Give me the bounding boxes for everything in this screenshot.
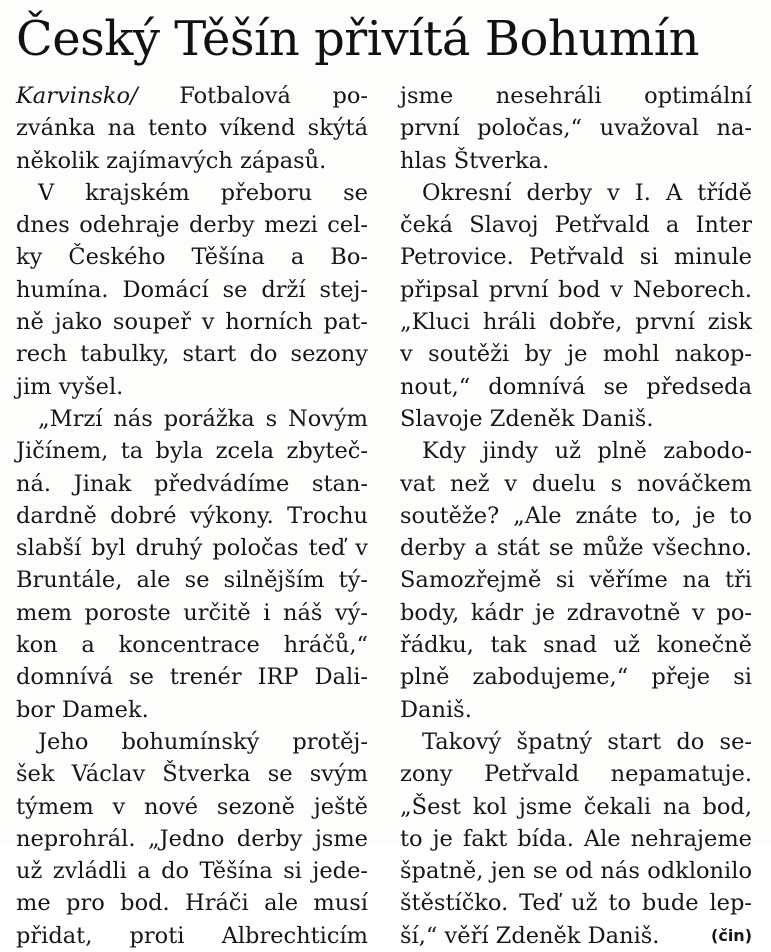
text-line xyxy=(16,241,368,273)
text-line-content: slabší byl druhý poločas teď v xyxy=(16,535,368,562)
text-line-content: me pro bod. Hráči ale musí xyxy=(16,890,368,917)
text-line xyxy=(16,758,368,790)
text-line xyxy=(16,855,368,887)
text-line-content: „Kluci hráli dobře, první zisk xyxy=(400,309,752,336)
text-line-content: Petrovice. Petřvald si minule xyxy=(400,244,752,271)
text-line xyxy=(400,564,752,596)
text-line xyxy=(400,177,752,209)
text-line xyxy=(16,177,368,209)
text-line-content: čeká Slavoj Petřvald a Inter xyxy=(400,212,752,239)
text-line xyxy=(400,532,752,564)
author-signature: (čin) xyxy=(711,926,752,946)
text-line xyxy=(400,597,752,629)
text-line-content: vat než v duelu s nováčkem xyxy=(400,470,752,497)
text-line xyxy=(16,597,368,629)
text-line xyxy=(16,564,368,596)
text-line xyxy=(16,371,368,403)
text-line xyxy=(400,468,752,500)
text-line-content: derby a stát se může všechno. xyxy=(400,535,752,562)
text-line-content: V krajském přeboru se xyxy=(38,179,368,206)
text-line xyxy=(400,338,752,370)
text-line-content: rech tabulky, start do sezony xyxy=(16,341,368,368)
text-line-content: Okresní derby v I. A třídě xyxy=(422,179,752,206)
text-line xyxy=(16,823,368,855)
text-line xyxy=(400,661,752,693)
text-line-content: týmem v nové sezoně ještě xyxy=(16,793,368,820)
text-line-content: body, kádr je zdravotně v po- xyxy=(400,599,752,626)
text-line-content: ší,“ věří Zdeněk Daniš. xyxy=(400,922,660,949)
text-line-content: kon a koncentrace hráčů,“ xyxy=(16,632,368,659)
text-line-content: nout,“ domnívá se předseda xyxy=(400,373,752,400)
text-line xyxy=(16,209,368,241)
text-line-content: domnívá se trenér IRP Dali- xyxy=(16,664,368,691)
text-line-content: ky Českého Těšína a Bo- xyxy=(16,244,368,271)
text-line-content: Kdy jindy už plně zabodo- xyxy=(422,438,752,465)
text-line xyxy=(16,112,368,144)
text-line xyxy=(16,274,368,306)
text-line xyxy=(400,112,752,144)
text-line xyxy=(16,694,368,726)
text-line xyxy=(16,435,368,467)
text-line-content: dnes odehraje derby mezi cel- xyxy=(16,212,368,239)
text-line xyxy=(400,887,752,919)
article-column-left xyxy=(16,80,368,952)
text-line-content: Jičínem, ta byla zcela zbyteč- xyxy=(16,438,368,465)
text-line-content: šek Václav Štverka se svým xyxy=(16,761,368,788)
text-line xyxy=(16,145,368,177)
article-headline: Český Těšín přivítá Bohumín xyxy=(16,11,700,67)
text-line xyxy=(400,629,752,661)
text-line xyxy=(400,726,752,758)
text-line xyxy=(400,791,752,823)
text-line xyxy=(400,209,752,241)
text-line xyxy=(400,241,752,273)
text-line xyxy=(16,726,368,758)
text-line xyxy=(400,435,752,467)
text-line-content: mem poroste určitě i náš vý- xyxy=(16,599,368,626)
text-line-content: to je fakt bída. Ale nehrajeme xyxy=(400,825,752,852)
text-line xyxy=(16,532,368,564)
text-line xyxy=(400,306,752,338)
text-line-content: „Mrzí nás porážka s Novým xyxy=(38,405,368,432)
text-line xyxy=(16,661,368,693)
text-line-content: zony Petřvald nepamatuje. xyxy=(400,761,752,788)
text-line-content: první poločas,“ uvažoval na- xyxy=(400,115,752,142)
text-line-content: štěstíčko. Teď už to bude lep- xyxy=(400,890,752,917)
text-line-content: jsme nesehráli optimální xyxy=(400,83,752,109)
text-line xyxy=(16,338,368,370)
text-line-content: bor Damek. xyxy=(16,696,149,723)
text-line xyxy=(16,306,368,338)
text-line-content: humína. Domácí se drží stej- xyxy=(16,276,368,303)
text-line-content: „Šest kol jsme čekali na bod, xyxy=(400,793,752,820)
text-line xyxy=(16,791,368,823)
text-line-content: Bruntále, ale se silnějším tý- xyxy=(16,567,368,594)
text-line-content: zvánka na tento víkend skýtá xyxy=(16,115,368,142)
text-line-content: Daniš. xyxy=(400,696,472,723)
text-line-content: jim vyšel. xyxy=(16,373,124,400)
text-line-content: ná. Jinak předvádíme stan- xyxy=(16,470,368,497)
text-line xyxy=(16,500,368,532)
text-line xyxy=(16,80,368,112)
text-line-content: Takový špatný start do se- xyxy=(422,728,752,755)
text-line-content: Slavoje Zdeněk Daniš. xyxy=(400,405,654,432)
text-line xyxy=(400,371,752,403)
text-line-content: hlas Štverka. xyxy=(400,147,550,174)
text-line-content: připsal první bod v Neborech. xyxy=(400,276,752,303)
text-line xyxy=(400,920,752,952)
text-line xyxy=(400,145,752,177)
text-line-content: Fotbalová po- xyxy=(137,83,368,109)
text-line-content: už zvládli a do Těšína si jede- xyxy=(16,858,368,885)
text-line-content: několik zajímavých zápasů. xyxy=(16,147,327,174)
text-line-content: neprohrál. „Jedno derby jsme xyxy=(16,825,368,852)
text-line xyxy=(400,694,752,726)
text-line-content: řádku, tak snad už konečně xyxy=(400,632,752,659)
text-line xyxy=(16,403,368,435)
text-line-content: špatně, jen se od nás odklonilo xyxy=(400,858,752,885)
dateline-place: Karvinsko/ xyxy=(16,83,138,109)
text-line-content: plně zabodujeme,“ přeje si xyxy=(400,664,752,691)
text-line xyxy=(400,823,752,855)
text-line-content: soutěže? „Ale znáte to, je to xyxy=(400,502,752,529)
text-line-content: v soutěži by je mohl nakop- xyxy=(400,341,752,368)
text-line-content: ně jako soupeř v horních pat- xyxy=(16,309,368,336)
text-line xyxy=(16,468,368,500)
text-line-content: přidat, proti Albrechticím xyxy=(16,922,368,949)
text-line xyxy=(16,920,368,952)
text-line xyxy=(400,80,752,112)
text-line xyxy=(400,274,752,306)
text-line xyxy=(16,887,368,919)
text-line-content: Samozřejmě si věříme na tři xyxy=(400,567,752,594)
text-line xyxy=(16,629,368,661)
text-line-content: Jeho bohumínský protěj- xyxy=(38,728,368,755)
text-line xyxy=(400,855,752,887)
article-column-right xyxy=(400,80,752,952)
text-line xyxy=(400,500,752,532)
text-line xyxy=(400,403,752,435)
text-line-content: dardně dobré výkony. Trochu xyxy=(16,502,368,529)
text-line xyxy=(400,758,752,790)
